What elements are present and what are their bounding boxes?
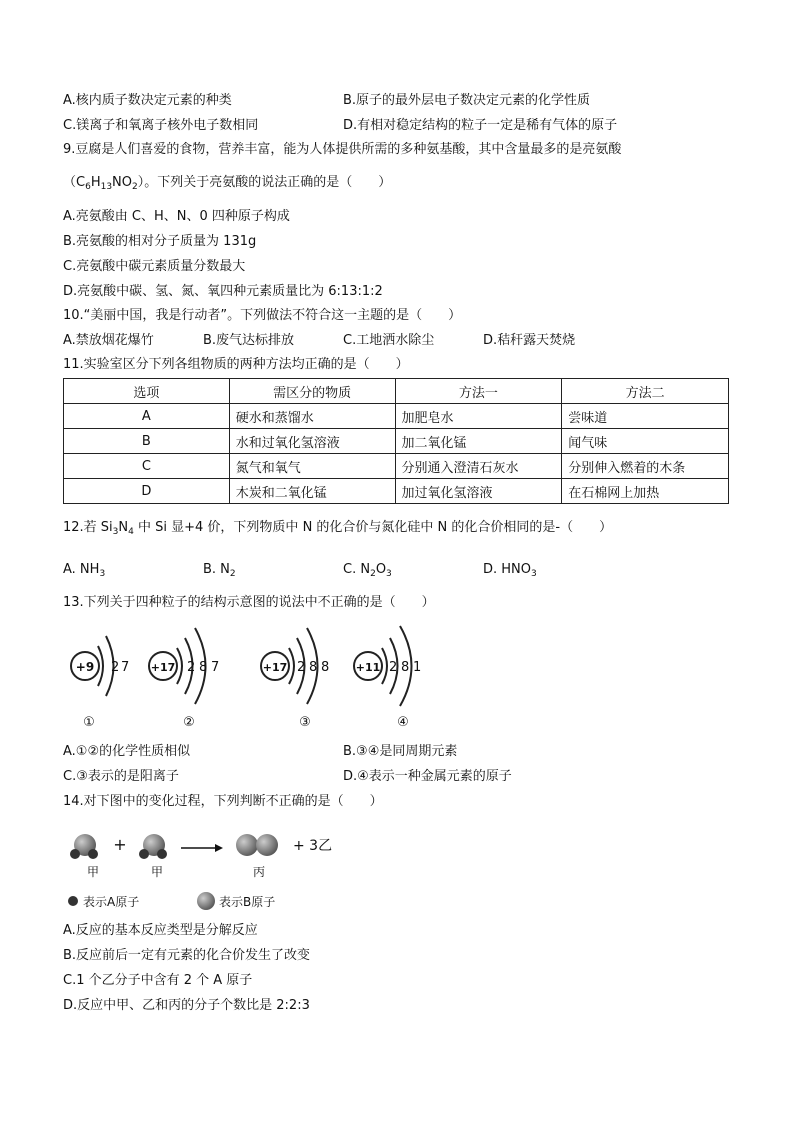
- table-header-cell: 选项: [64, 379, 230, 404]
- molecule-jia-2: [139, 834, 167, 859]
- nucleus-label: +9: [75, 660, 95, 674]
- table-row: [64, 479, 729, 504]
- atom-number-label: ②: [183, 715, 195, 730]
- table-cell: A: [64, 404, 230, 429]
- q8-option-d: D.有相对稳定结构的粒子一定是稀有气体的原子: [343, 118, 618, 133]
- q9-stem-formula: $(C_6H_{13}NO_2)$。下列关于亮氨酸的说法正确的是（ ）: [63, 175, 392, 192]
- nucleus-label: +17: [150, 661, 176, 674]
- table-cell: 水和过氧化氢溶液: [229, 429, 395, 454]
- atom-b-legend-icon: [197, 892, 215, 910]
- nucleus-label: +17: [262, 661, 288, 674]
- label-jia: 甲: [150, 865, 164, 879]
- shell-count: 7: [121, 660, 130, 675]
- table-cell: C: [64, 454, 230, 479]
- table-cell: 加过氧化氢溶液: [395, 479, 562, 504]
- table-cell: 硬水和蒸馏水: [229, 404, 395, 429]
- q13-option-b: B.③④是同周期元素: [343, 744, 458, 759]
- q12-stem: 12.若 $Si_3N_4$ 中 Si 显+4 价，下列物质中 N 的化合价与氮化硅中 N 的化合价相同的是-（ ）: [63, 520, 613, 537]
- shell-count: 2: [111, 660, 120, 675]
- arrow-icon: [181, 844, 223, 852]
- table-row: [64, 454, 729, 479]
- q9-option-d: D.亮氨酸中碳、氢、氮、氧四种元素质量比为 6:13:1:2: [63, 284, 383, 299]
- q10-option-c: C.工地洒水除尘: [343, 333, 435, 348]
- shell-count: 2: [187, 660, 196, 675]
- table-header-cell: 方法一: [395, 379, 562, 404]
- q9-option-c: C.亮氨酸中碳元素质量分数最大: [63, 259, 246, 274]
- shell-count: 8: [321, 660, 330, 675]
- q12-option-b: B. $N_2$: [203, 562, 236, 579]
- table-cell: 闻气味: [562, 429, 729, 454]
- q9-stem: 9.豆腐是人们喜爱的食物，营养丰富，能为人体提供所需的多种氨基酸，其中含量最多的是亮氨酸: [63, 142, 622, 157]
- q10-option-b: B.废气达标排放: [203, 333, 295, 348]
- table-header-row: [64, 379, 729, 404]
- plus-sign: +: [113, 835, 127, 854]
- atom-structure-3: [261, 628, 329, 730]
- atom-a-legend-icon: [68, 896, 78, 906]
- nucleus-label: +11: [355, 661, 381, 674]
- q14-option-b: B.反应前后一定有元素的化合价发生了改变: [63, 948, 311, 963]
- q13-stem: 13.下列关于四种粒子的结构示意图的说法中不正确的是（ ）: [63, 595, 435, 610]
- q13-atom-diagram: [63, 618, 433, 730]
- legend-a-label: 表示A原子: [83, 895, 140, 909]
- table-cell: B: [64, 429, 230, 454]
- table-cell: 加肥皂水: [395, 404, 562, 429]
- q14-option-d: D.反应中甲、乙和丙的分子个数比是 2:2:3: [63, 998, 310, 1013]
- q8-option-b: B.原子的最外层电子数决定元素的化学性质: [343, 93, 591, 108]
- q9-option-b: B.亮氨酸的相对分子质量为 131g: [63, 234, 257, 249]
- table-cell: 氮气和氧气: [229, 454, 395, 479]
- q14-option-c: C.1 个乙分子中含有 2 个 A 原子: [63, 973, 253, 988]
- q12-option-c: C. $N_2O_3$: [343, 562, 392, 579]
- q9-option-a: A.亮氨酸由 C、H、N、0 四种原子构成: [63, 209, 290, 224]
- shell-count: 2: [297, 660, 306, 675]
- table-cell: 尝味道: [562, 404, 729, 429]
- shell-count: 8: [309, 660, 318, 675]
- q12-option-d: D. $HNO_3$: [483, 562, 537, 579]
- table-cell: 加二氧化锰: [395, 429, 562, 454]
- molecule-bing: [236, 834, 278, 856]
- q14-stem: 14.对下图中的变化过程，下列判断不正确的是（ ）: [63, 794, 383, 809]
- label-bing: 丙: [252, 865, 266, 879]
- shell-count: 1: [413, 660, 422, 675]
- table-cell: 在石棉网上加热: [562, 479, 729, 504]
- q8-option-a: A.核内质子数决定元素的种类: [63, 93, 232, 108]
- q13-option-a: A.①②的化学性质相似: [63, 744, 191, 759]
- q13-option-c: C.③表示的是阳离子: [63, 769, 179, 784]
- atom-number-label: ④: [397, 715, 409, 730]
- q12-option-a: A. $NH_3$: [63, 562, 106, 579]
- table-cell: 木炭和二氧化锰: [229, 479, 395, 504]
- table-cell: 分别伸入燃着的木条: [562, 454, 729, 479]
- atom-structure-2: [149, 628, 219, 730]
- q13-option-d: D.④表示一种金属元素的原子: [343, 769, 512, 784]
- table-header-cell: 需区分的物质: [229, 379, 395, 404]
- table-cell: D: [64, 479, 230, 504]
- q10-option-a: A.禁放烟花爆竹: [63, 333, 154, 348]
- molecule-jia-1: [70, 834, 98, 859]
- label-jia: 甲: [86, 865, 100, 879]
- shell-count: 2: [389, 660, 398, 675]
- table-row: [64, 429, 729, 454]
- q11-stem: 11.实验室区分下列各组物质的两种方法均正确的是（ ）: [63, 357, 409, 372]
- atom-number-label: ③: [299, 715, 311, 730]
- shell-count: 7: [211, 660, 220, 675]
- table-row: [64, 404, 729, 429]
- q11-table: [63, 378, 729, 504]
- q14-option-a: A.反应的基本反应类型是分解反应: [63, 923, 258, 938]
- q10-stem: 10.“美丽中国，我是行动者”。下列做法不符合这一主题的是（ ）: [63, 308, 462, 323]
- table-cell: 分别通入澄清石灰水: [395, 454, 562, 479]
- product-extra: + 3乙: [293, 838, 333, 854]
- q14-reaction-diagram: [63, 818, 353, 918]
- atom-structure-1: [71, 636, 129, 730]
- shell-count: 8: [199, 660, 208, 675]
- q10-option-d: D.秸秆露天焚烧: [483, 333, 576, 348]
- q8-option-c: C.镁离子和氧离子核外电子数相同: [63, 118, 259, 133]
- shell-count: 8: [401, 660, 410, 675]
- atom-structure-4: [354, 626, 421, 730]
- table-header-cell: 方法二: [562, 379, 729, 404]
- atom-number-label: ①: [83, 715, 95, 730]
- legend-b-label: 表示B原子: [219, 895, 276, 909]
